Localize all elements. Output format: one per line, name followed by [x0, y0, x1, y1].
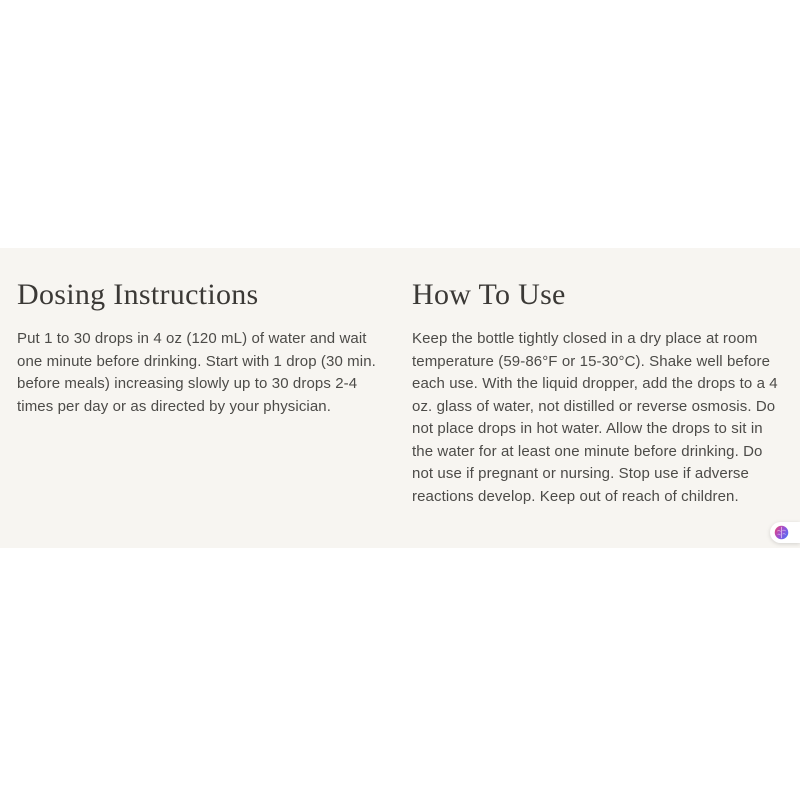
dosing-instructions-section [17, 276, 390, 418]
how-to-use-title: How To Use [412, 278, 566, 311]
how-to-use-body: Keep the bottle tightly closed in a dry place at room temperature (59-86°F or 15-30°C). Shake well before each use. With the liquid dropper, add the drops to a 4 oz. glass of water, not distilled or reverse osmosis. Do not place drops in hot water. Allow the drops to sit in the water for at least one minute before drinking. Do not use if pregnant or nursing. Stop use if adverse reactions develop. Keep out of reach of children. [412, 330, 778, 505]
dosing-instructions-title: Dosing Instructions [17, 278, 259, 311]
info-band [0, 248, 800, 548]
dosing-instructions-body: Put 1 to 30 drops in 4 oz (120 mL) of water and wait one minute before drinking. Start with 1 drop (30 min. before meals) increasing slowly up to 30 drops 2-4 times per day or as directed by your physician. [17, 330, 376, 415]
accessibility-widget-button[interactable] [770, 522, 800, 543]
two-column-layout [17, 276, 785, 508]
brain-icon [774, 525, 789, 540]
how-to-use-section [412, 276, 785, 508]
